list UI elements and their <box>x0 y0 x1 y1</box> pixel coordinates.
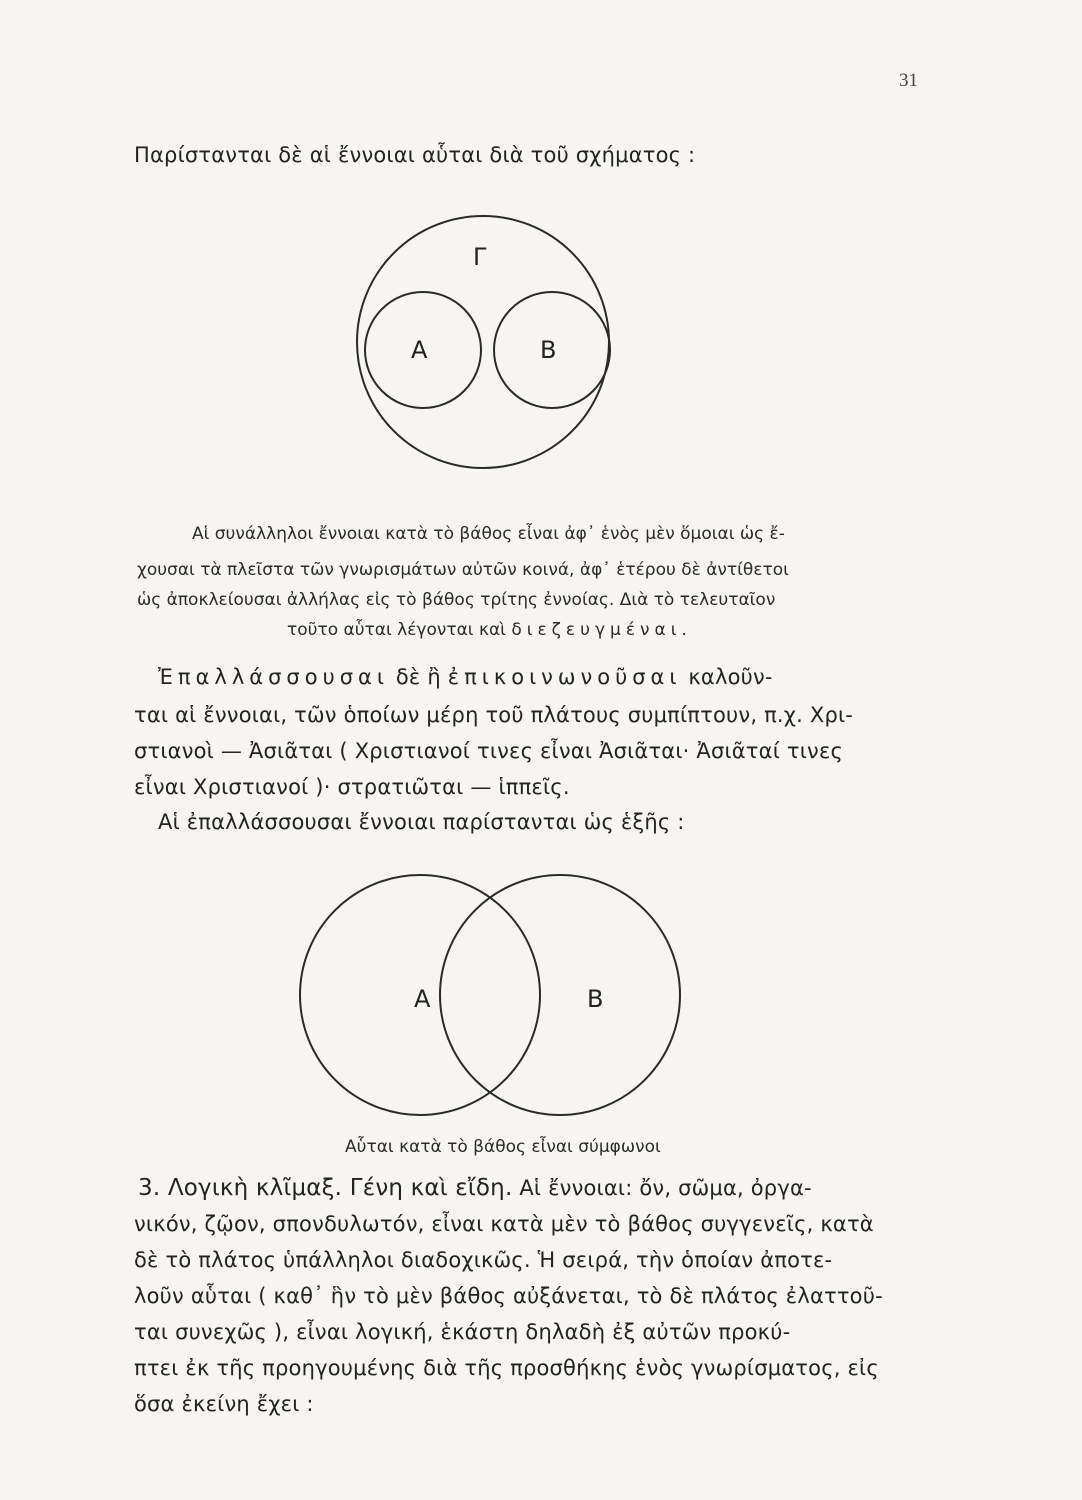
para2-line1-mid: δὲ ἢ <box>389 665 448 689</box>
caption1-line3: ὡς ἀποκλείουσαι ἀλλήλας εἰς τὸ βάθος τρίτης ἐννοίας. Διὰ τὸ τελευταῖον <box>137 590 776 610</box>
term-epallassousai: Ἐπαλλάσσουσαι <box>158 665 389 689</box>
section3-line1-rest: Αἱ ἔννοιαι: ὄν, σῶμα, ὀργα- <box>512 1176 812 1200</box>
para2-line3: στιανοὶ — Ἀσιᾶται ( Χριστιανοί τινες εἶναι Ἀσιᾶται· Ἀσιᾶταί τινες <box>134 739 844 763</box>
caption1-line1: Αἱ συνάλληλοι ἔννοιαι κατὰ τὸ βάθος εἶναι ἀφ᾽ ἑνὸς μὲν ὅμοιαι ὡς ἔ- <box>192 524 785 544</box>
section3-heading: 3. Λογικὴ κλῖμαξ. Γένη καὶ εἴδη. <box>138 1175 513 1201</box>
label-gamma: Γ <box>473 243 487 271</box>
page-number: 31 <box>899 70 918 91</box>
para2-line5: Αἱ ἐπαλλάσσουσαι ἔννοιαι παρίστανται ὡς ἑξῆς : <box>158 810 685 834</box>
label-b-1: Β <box>540 336 557 364</box>
intro-line: Παρίστανται δὲ αἱ ἔννοιαι αὗται διὰ τοῦ σχήματος : <box>134 143 696 167</box>
section3-line4: λοῦν αὗται ( καθ᾽ ἣν τὸ μὲν βάθος αὐξάνεται, τὸ δὲ πλάτος ἐλαττοῦ- <box>134 1284 883 1308</box>
caption2: Αὗται κατὰ τὸ βάθος εἶναι σύμφωνοι <box>345 1137 661 1157</box>
section3-line6: πτει ἐκ τῆς προηγουμένης διὰ τῆς προσθήκης ἑνὸς γνωρίσματος, εἰς <box>134 1356 879 1380</box>
para2-line1-end: καλοῦν- <box>681 665 773 689</box>
label-b-2: Β <box>587 985 604 1013</box>
circle-b <box>440 875 680 1115</box>
caption1-line4-text: τοῦτο αὗται λέγονται καὶ <box>287 620 512 640</box>
para2-line2: ται αἱ ἔννοιαι, τῶν ὁποίων μέρη τοῦ πλάτους συμπίπτουν, π.χ. Χρι- <box>134 703 854 727</box>
section3-line1 <box>138 1175 812 1201</box>
section3-line2: νικόν, ζῷον, σπονδυλωτόν, εἶναι κατὰ μὲν τὸ βάθος συγγενεῖς, κατὰ <box>134 1212 874 1236</box>
section3-line7: ὅσα ἐκείνη ἔχει : <box>134 1392 314 1416</box>
para2-line1 <box>158 665 773 689</box>
section3-line3: δὲ τὸ πλάτος ὑπάλληλοι διαδοχικῶς. Ἡ σειρά, τὴν ὁποίαν ἀποτε- <box>134 1248 833 1272</box>
para2-line4: εἶναι Χριστιανοί )· στρατιῶται — ἱππεῖς. <box>134 775 570 799</box>
caption1-line2: χουσαι τὰ πλεῖστα τῶν γνωρισμάτων αὐτῶν κοινά, ἀφ᾽ ἑτέρου δὲ ἀντίθετοι <box>137 560 789 580</box>
figure-overlapping-circles <box>290 865 690 1125</box>
term-epikoinonousai: ἐπικοινωνοῦσαι <box>447 665 682 689</box>
caption1-line4 <box>287 620 692 640</box>
figure-subordinate-circles <box>340 210 660 470</box>
label-a-1: Α <box>411 336 428 364</box>
term-diezeugmenai: διεζευγμέναι. <box>511 620 692 640</box>
section3-line5: ται συνεχῶς ), εἶναι λογική, ἑκάστη δηλαδὴ ἐξ αὐτῶν προκύ- <box>134 1320 791 1344</box>
label-a-2: Α <box>414 985 431 1013</box>
